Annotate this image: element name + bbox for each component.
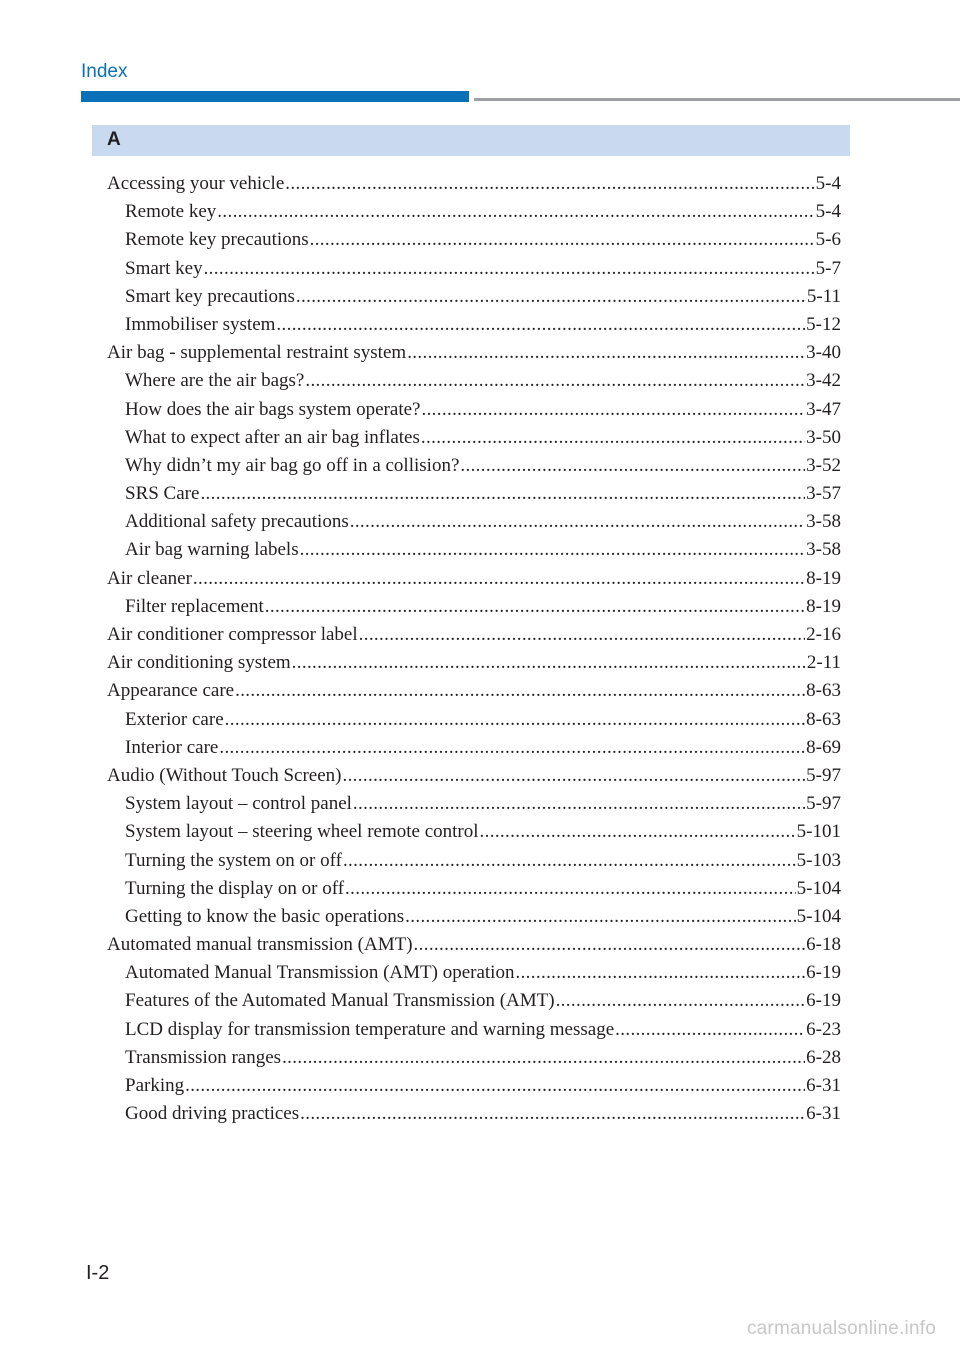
dot-leader [200,480,805,508]
dot-leader [276,311,805,339]
entry-page-ref: 2-16 [806,624,841,645]
entry-label: Air bag warning labels [125,539,299,561]
index-subentry[interactable] [107,1044,841,1072]
entry-page-ref: 8-19 [806,595,841,617]
entry-page-ref: 6-31 [806,1103,841,1125]
entry-label: How does the air bags system operate? [125,398,421,420]
entry-label: LCD display for transmission temperature and warning message [125,1018,615,1040]
entry-label: Immobiliser system [125,313,276,335]
entry-label: Automated manual transmission (AMT) [107,934,413,956]
dot-leader [282,1044,805,1072]
entry-label: Additional safety precautions [125,511,349,533]
entry-label: Audio (Without Touch Screen) [107,764,342,786]
entry-label: What to expect after an air bag inflates [125,426,420,448]
entry-label: Where are the air bags? [125,370,305,392]
index-entry[interactable] [107,339,841,367]
entry-page-ref: 3-50 [806,426,841,448]
dot-leader [343,847,796,875]
entry-page-ref: 5-104 [796,877,841,899]
dot-leader [342,762,805,790]
dot-leader [296,283,806,311]
page-number: I-2 [86,1262,110,1284]
entry-page-ref: 3-47 [806,398,841,420]
dot-leader [350,508,805,536]
entry-page-ref: 5-6 [815,229,841,251]
entry-label: Parking [125,1075,185,1096]
dot-leader [353,790,805,818]
entry-label: Remote key [125,201,217,223]
dot-leader [300,536,806,564]
index-subentry[interactable] [107,959,841,987]
entry-label: Interior care [125,736,219,758]
entry-label: Air bag - supplemental restraint system [107,342,407,364]
entry-page-ref: 3-58 [806,511,841,533]
dot-leader [305,367,805,395]
dot-leader [421,396,805,424]
watermark: carmanualsonline.info [746,1318,936,1339]
index-subentry[interactable] [107,311,841,339]
entry-label: Appearance care [107,680,235,702]
entry-page-ref: 6-23 [806,1018,841,1040]
entry-page-ref: 6-19 [806,990,841,1012]
index-subentry[interactable] [107,1100,841,1128]
entry-label: Remote key precautions [125,229,309,251]
dot-leader [405,903,796,931]
entry-label: Getting to know the basic operations [125,905,405,927]
index-subentry[interactable] [107,396,841,424]
entry-label: Why didn’t my air bag go off in a collision? [125,454,460,476]
entry-page-ref: 5-97 [806,764,841,786]
dot-leader [480,818,796,846]
index-subentry[interactable] [107,903,841,931]
entry-page-ref: 8-63 [806,708,841,730]
entry-label: Air conditioning system [107,652,291,674]
index-subentry[interactable] [107,1016,841,1044]
entry-page-ref: 6-31 [806,1075,841,1096]
dot-leader [217,198,814,226]
header-accent-rule [81,91,469,102]
dot-leader [556,987,806,1015]
entry-label: Features of the Automated Manual Transmission (AMT) [125,990,555,1012]
index-subentry[interactable] [107,706,841,734]
entry-label: Air conditioner compressor label [107,624,358,645]
entry-label: Transmission ranges [125,1046,282,1068]
dot-leader [310,226,815,254]
dot-leader [515,959,805,987]
page-header-title: Index [81,61,128,82]
index-subentry[interactable] [107,536,841,564]
entry-label: Filter replacement [125,595,264,617]
entry-label: Air cleaner [107,567,192,589]
entry-page-ref: 5-4 [815,173,841,194]
index-entry[interactable] [107,677,841,705]
index-entry[interactable] [107,762,841,790]
index-subentry[interactable] [107,452,841,480]
entry-page-ref: 6-28 [806,1046,841,1068]
entry-label: Automated Manual Transmission (AMT) operation [125,962,515,984]
entry-label: Exterior care [125,708,224,730]
header-divider-rule [474,98,960,101]
entry-label: Accessing your vehicle [107,173,285,194]
dot-leader [185,1072,805,1100]
index-subentry[interactable] [107,593,841,621]
index-entry[interactable] [107,565,841,593]
index-subentry[interactable] [107,424,841,452]
index-subentry[interactable] [107,734,841,762]
entry-page-ref: 3-52 [806,454,841,476]
entry-label: System layout – control panel [125,793,352,815]
entry-label: Good driving practices [125,1103,300,1125]
entry-page-ref: 5-103 [796,849,841,871]
entry-page-ref: 5-7 [815,257,841,279]
index-subentry[interactable] [107,226,841,254]
entry-page-ref: 3-42 [806,370,841,392]
entry-page-ref: 2-11 [806,652,841,674]
index-subentry[interactable] [107,198,841,226]
index-subentry[interactable] [107,367,841,395]
entry-page-ref: 3-57 [806,483,841,505]
entry-page-ref: 5-11 [806,285,841,307]
dot-leader [414,931,806,959]
index-subentry[interactable] [107,847,841,875]
index-subentry[interactable] [107,255,841,283]
dot-leader [407,339,805,367]
entry-page-ref: 5-4 [815,201,841,223]
entry-label: Turning the display on or off [125,877,345,899]
entry-page-ref: 8-69 [806,736,841,758]
dot-leader [421,424,805,452]
entry-page-ref: 3-58 [806,539,841,561]
section-letter: A [107,129,121,150]
entry-page-ref: 5-97 [806,793,841,815]
index-subentry[interactable] [107,987,841,1015]
index-subentry[interactable] [107,1072,841,1100]
dot-leader [359,621,806,649]
index-subentry[interactable] [107,790,841,818]
entry-page-ref: 6-19 [806,962,841,984]
index-entry[interactable] [107,170,841,198]
index-entry[interactable] [107,649,841,677]
entry-label: Turning the system on or off [125,849,342,871]
dot-leader [285,170,814,198]
index-subentry[interactable] [107,875,841,903]
dot-leader [235,677,805,705]
dot-leader [204,255,815,283]
dot-leader [225,706,806,734]
index-subentry[interactable] [107,480,841,508]
dot-leader [219,734,805,762]
entry-label: SRS Care [125,483,200,505]
index-subentry[interactable] [107,283,841,311]
dot-leader [345,875,796,903]
entry-label: System layout – steering wheel remote control [125,821,479,843]
dot-leader [615,1016,805,1044]
index-entry[interactable] [107,621,841,649]
dot-leader [193,565,805,593]
entry-page-ref: 6-18 [806,934,841,956]
index-subentry[interactable] [107,508,841,536]
dot-leader [265,593,805,621]
section-header-bar [92,125,850,156]
entry-page-ref: 5-12 [806,313,841,335]
entry-label: Smart key [125,257,203,279]
entry-page-ref: 8-63 [806,680,841,702]
index-entry[interactable] [107,931,841,959]
index-subentry[interactable] [107,818,841,846]
entry-label: Smart key precautions [125,285,295,307]
entry-page-ref: 5-101 [796,821,841,843]
entry-page-ref: 8-19 [806,567,841,589]
dot-leader [460,452,805,480]
dot-leader [292,649,806,677]
entry-page-ref: 5-104 [796,905,841,927]
entry-page-ref: 3-40 [806,342,841,364]
dot-leader [300,1100,805,1128]
index-entry-list [107,170,841,1128]
